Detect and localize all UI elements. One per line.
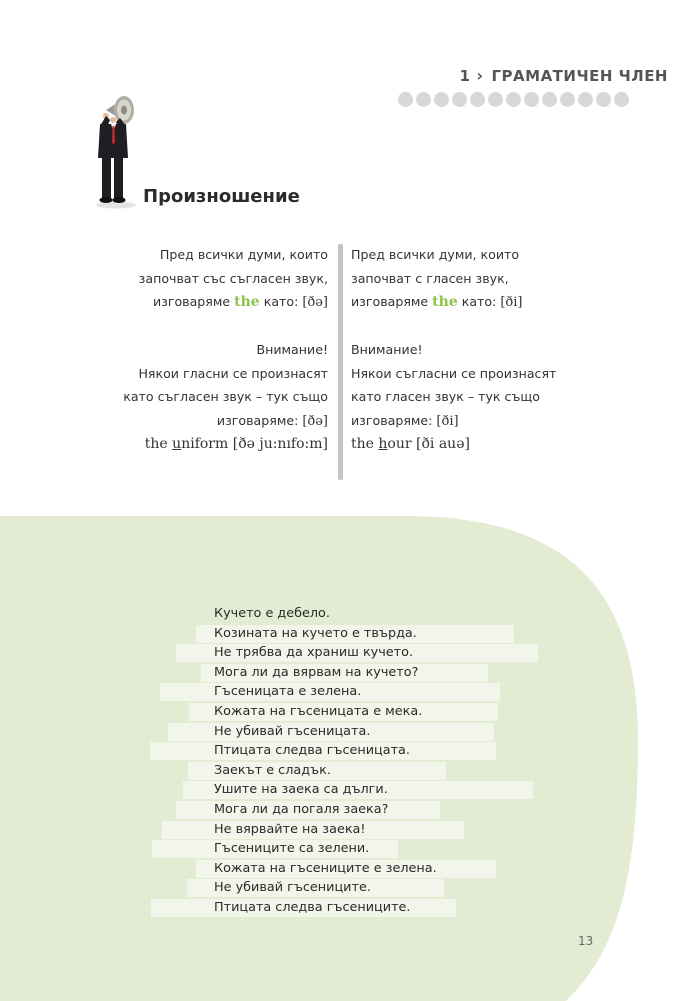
- rule-text: като:: [259, 294, 303, 309]
- sentence-row: [0, 898, 700, 918]
- progress-dot: [434, 92, 449, 107]
- progress-dot: [596, 92, 611, 107]
- sentence-text: Птицата следва гъсениците.: [214, 899, 411, 915]
- example-word: [351, 433, 556, 457]
- example-rest: our: [387, 436, 417, 452]
- example-article: the: [144, 436, 173, 452]
- sentence-text: Кучето е дебело.: [214, 606, 330, 621]
- sentence-row: [0, 643, 700, 663]
- sentence-text: Гъсеницата е зелена.: [214, 684, 362, 700]
- sentence-row: [0, 800, 700, 820]
- attention-label: Внимание!: [256, 342, 328, 357]
- highlighted-article: the: [234, 294, 260, 310]
- sentence-row: [0, 859, 700, 879]
- example-rest: niform: [181, 436, 233, 452]
- ipa-transcription: [ðə ju:nıfo:m]: [232, 436, 328, 452]
- progress-dot: [470, 92, 485, 107]
- sentence-row: [0, 663, 700, 683]
- column-divider: [338, 244, 343, 480]
- progress-dot: [578, 92, 593, 107]
- sentence-text: Кожата на гъсениците е зелена.: [214, 860, 437, 876]
- sentence-text: Не вярвайте на заека!: [214, 821, 366, 837]
- sentence-text: Не убивай гъсениците.: [214, 880, 371, 896]
- chapter-header: [459, 66, 668, 85]
- chapter-title: ГРАМАТИЧЕН ЧЛЕН: [491, 66, 668, 85]
- sentence-row: [0, 604, 700, 624]
- rule-text: изговаряме: [351, 294, 433, 309]
- rule-line: започват с гласен звук,: [351, 270, 509, 286]
- rule-line: започват със съгласен звук,: [138, 270, 328, 286]
- page-number: 13: [578, 934, 594, 948]
- rule-line: Пред всички думи, които: [159, 247, 328, 262]
- exception-line: [351, 409, 556, 434]
- progress-dot: [488, 92, 503, 107]
- vowel-rule-column: [351, 243, 556, 457]
- sentence-row: [0, 820, 700, 840]
- progress-dot: [560, 92, 575, 107]
- sentence-row: [0, 624, 700, 644]
- consonant-rule-column: [123, 243, 328, 457]
- sentence-row: [0, 702, 700, 722]
- exception-text: изговаряме:: [351, 412, 437, 428]
- sentence-row: [0, 839, 700, 859]
- example-article: the: [351, 436, 379, 452]
- sentence-row: [0, 741, 700, 761]
- sentence-text: Гъсениците са зелени.: [214, 841, 370, 857]
- progress-dot: [452, 92, 467, 107]
- sentence-text: Ушите на заека са дълги.: [214, 782, 388, 798]
- sentence-text: Не трябва да храниш кучето.: [214, 645, 414, 661]
- progress-dot: [416, 92, 431, 107]
- sentence-text: Птицата следва гъсеницата.: [214, 743, 410, 759]
- sentence-row: [0, 878, 700, 898]
- ipa-transcription: [ði]: [436, 413, 459, 429]
- exception-line: [123, 409, 328, 434]
- progress-dot: [524, 92, 539, 107]
- sentence-text: Заекът е сладък.: [214, 762, 331, 778]
- ipa-transcription: [ði]: [500, 295, 523, 310]
- rule-line: [123, 290, 328, 315]
- chevron-right-icon: ›: [476, 66, 484, 85]
- rule-text: изговаряме: [152, 294, 235, 309]
- sentence-text: Мога ли да вярвам на кучето?: [214, 664, 419, 680]
- exception-line: като гласен звук – тук също: [351, 389, 540, 404]
- exception-line: като съгласен звук – тук също: [123, 389, 328, 404]
- progress-dot: [542, 92, 557, 107]
- sentence-row: [0, 761, 700, 781]
- exercise-sentence-list: [0, 604, 700, 918]
- example-word: [123, 433, 328, 457]
- progress-dot: [614, 92, 629, 107]
- sentence-row: [0, 682, 700, 702]
- exception-text: изговаряме:: [216, 412, 303, 428]
- megaphone-man-icon: [86, 86, 142, 210]
- progress-dot: [398, 92, 413, 107]
- exception-line: Някои гласни се произнасят: [138, 365, 328, 381]
- rule-text: като:: [457, 294, 501, 309]
- sentence-text: Мога ли да погаля заека?: [214, 801, 389, 817]
- exception-line: Някои съгласни се произнасят: [351, 365, 557, 381]
- ipa-transcription: [ði auə]: [416, 436, 470, 452]
- rule-line: Пред всички думи, които: [351, 247, 520, 262]
- sentence-row: [0, 780, 700, 800]
- chapter-number: 1: [459, 66, 471, 85]
- example-underlined-letter: u: [172, 436, 182, 452]
- chapter-progress-dots: [398, 92, 629, 107]
- ipa-transcription: [ðə]: [302, 413, 328, 429]
- sentence-text: Кожата на гъсеницата е мека.: [214, 703, 423, 719]
- ipa-transcription: [ðə]: [302, 295, 328, 310]
- sentence-text: Козината на кучето е твърда.: [214, 625, 417, 641]
- rule-line: [351, 290, 556, 315]
- progress-dot: [506, 92, 521, 107]
- attention-label: Внимание!: [351, 342, 423, 357]
- highlighted-article: the: [432, 294, 458, 310]
- example-underlined-letter: h: [378, 436, 388, 452]
- section-title: Произношение: [143, 186, 300, 207]
- sentence-row: [0, 722, 700, 742]
- sentence-text: Не убивай гъсеницата.: [214, 723, 371, 739]
